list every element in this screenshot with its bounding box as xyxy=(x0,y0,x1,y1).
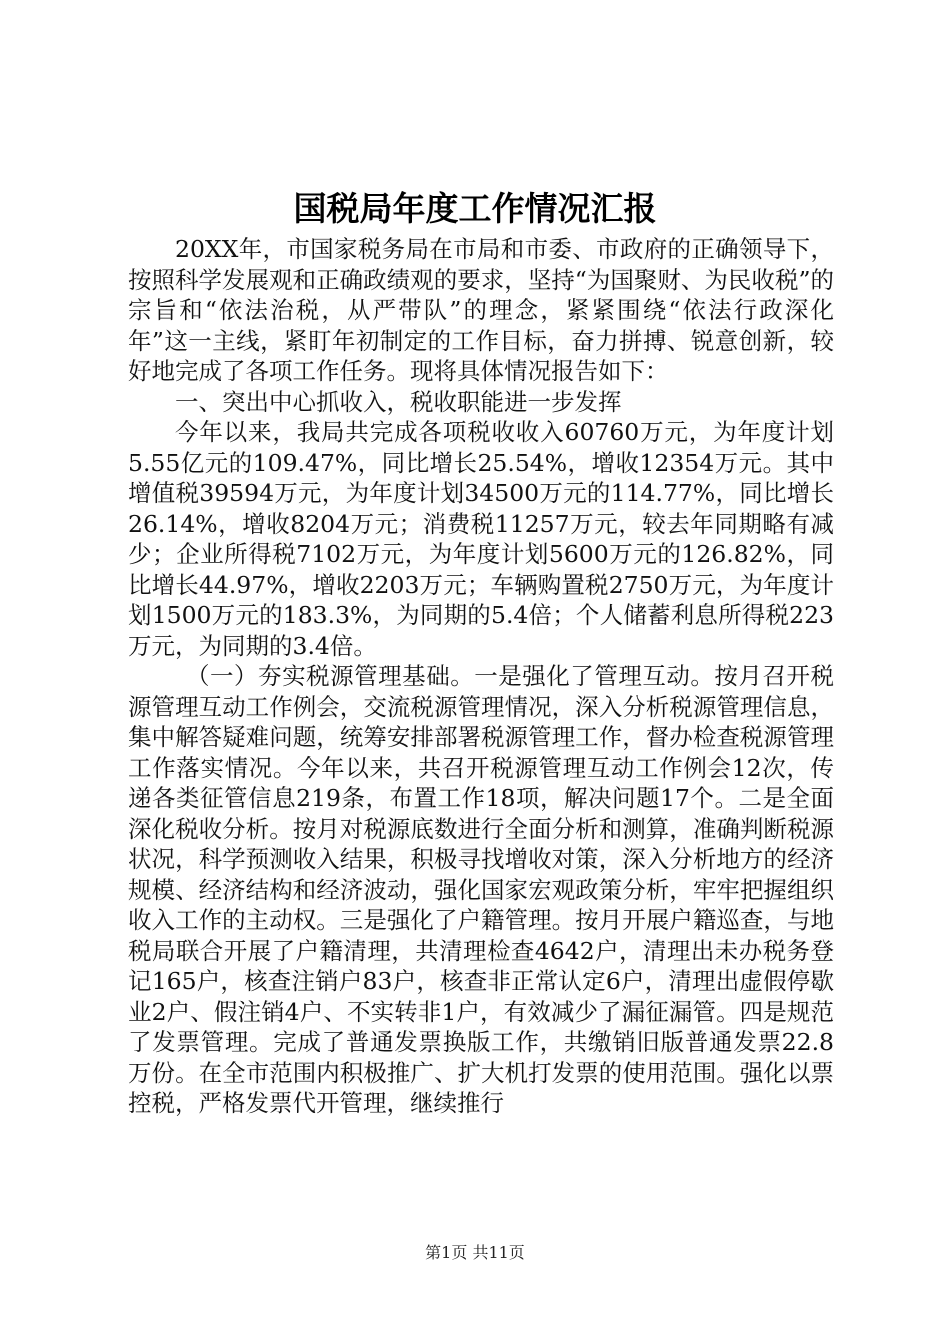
section-heading: 一、突出中心抓收入，税收职能进一步发挥 xyxy=(175,387,622,416)
document-title: 国税局年度工作情况汇报 xyxy=(293,189,657,228)
revenue-paragraph: 今年以来，我局共完成各项税收收入60760万元，为年度计划5.55亿元的109.47%，同比增长25.54%，增收12354万元。其中增值税39594万元，为年度计划34500万元的114.77%，同比增长26.14%，增收8204万元；消费税11257万元，较去年同期略有减少；企业所得税7102万元，为年度计划5600万元的126.82%，同比增长44.97%，增收2203万元；车辆购置税2750万元，为年度计划1500万元的183.3%，为同期的5.4倍；个人储蓄利息所得税223万元，为同期的3.4倍。 xyxy=(128,418,834,660)
tax-source-paragraph: （一）夯实税源管理基础。一是强化了管理互动。按月召开税源管理互动工作例会，交流税源管理情况，深入分析税源管理信息，集中解答疑难问题，统筹安排部署税源管理工作，督办检查税源管理工作落实情况。今年以来，共召开税源管理互动工作例会12次，传递各类征管信息219条，布置工作18项，解决问题17个。二是全面深化税收分析。按月对税源底数进行全面分析和测算，准确判断税源状况，科学预测收入结果，积极寻找增收对策，深入分析地方的经济规模、经济结构和经济波动，强化国家宏观政策分析，牢牢把握组织收入工作的主动权。三是强化了户籍管理。按月开展户籍巡查，与地税局联合开展了户籍清理，共清理检查4642户，清理出未办税务登记165户，核查注销户83户，核查非正常认定6户，清理出虚假停歇业2户、假注销4户、不实转非1户，有效减少了漏征漏管。四是规范了发票管理。完成了普通发票换版工作，共缴销旧版普通发票22.8万份。在全市范围内积极推广、扩大机打发票的使用范围。强化以票控税，严格发票代开管理，继续推行 xyxy=(128,662,834,1117)
intro-paragraph: 20XX年，市国家税务局在市局和市委、市政府的正确领导下，按照科学发展观和正确政绩观的要求，坚持“为国聚财、为民收税”的宗旨和“依法治税，从严带队”的理念，紧紧围绕“依法行政深化年”这一主线，紧盯年初制定的工作目标，奋力拼搏、锐意创新，较好地完成了各项工作任务。现将具体情况报告如下： xyxy=(128,235,834,385)
page-footer: 第1页 共11页 xyxy=(425,1243,525,1262)
document-body xyxy=(128,234,834,1119)
